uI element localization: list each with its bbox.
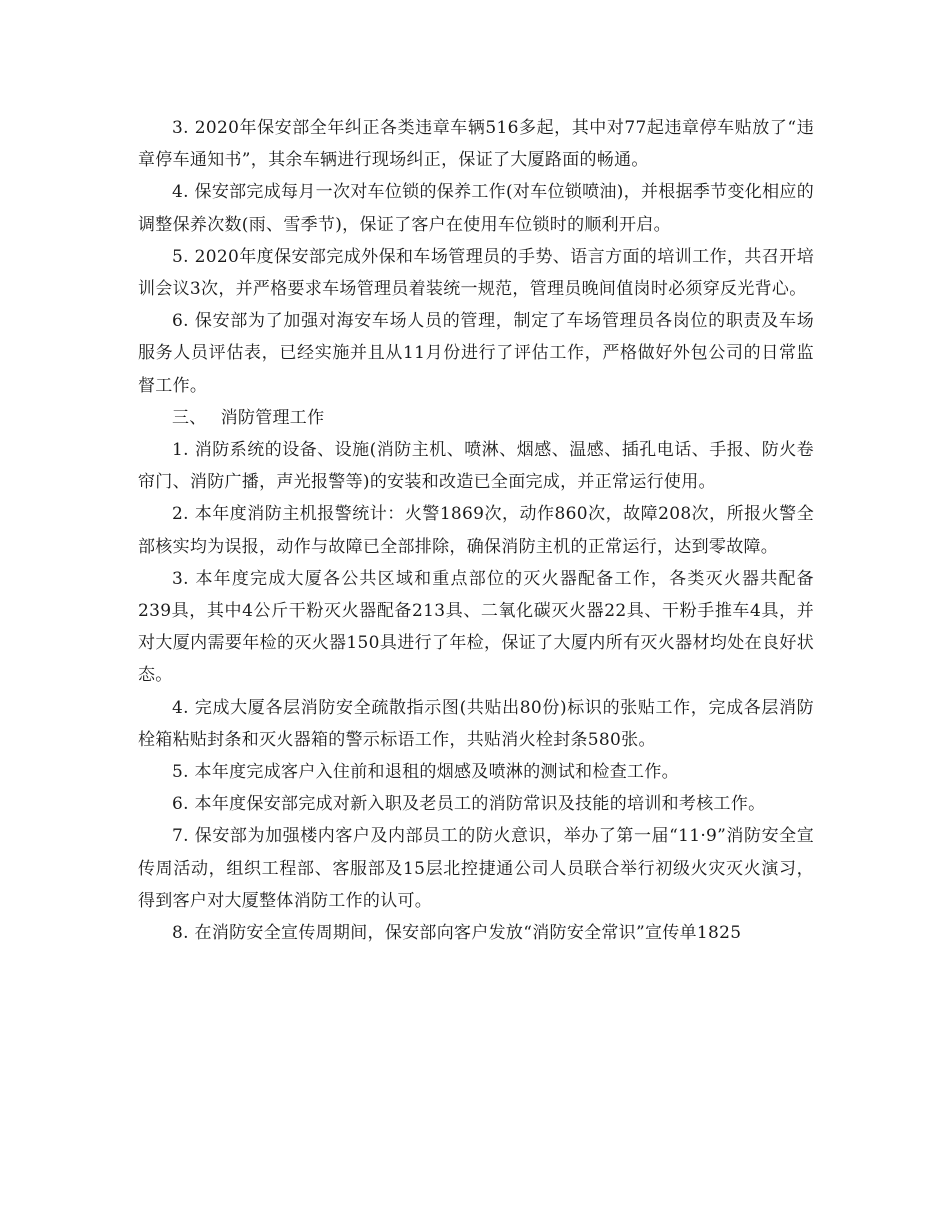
section-number: 三、 [172, 407, 207, 428]
paragraph-parking-management: 6. 保安部为了加强对海安车场人员的管理，制定了车场管理员各岗位的职责及车场服务人员评估表，已经实施并且从11月份进行了评估工作，严格做好外包公司的日常监督工作。 [138, 311, 814, 396]
paragraph-fire-safety-week: 7. 保安部为加强楼内客户及内部员工的防火意识，举办了第一届“11·9”消防安全宣传周活动，组织工程部、客服部及15层北控捷通公司人员联合举行初级火灾灭火演习，得到客户对大厦整体消防工作的认可。 [138, 826, 814, 911]
paragraph-staff-training: 5. 2020年度保安部完成外保和车场管理员的手势、语言方面的培训工作，共召开培训会议3次，并严格要求车场管理员着装统一规范，管理员晚间值岗时必须穿反光背心。 [138, 246, 814, 300]
paragraph-leaflets: 8. 在消防安全宣传周期间，保安部向客户发放“消防安全常识”宣传单1825 [172, 923, 742, 944]
paragraph-smoke-sprinkler-tests: 5. 本年度完成客户入住前和退租的烟感及喷淋的测试和检查工作。 [172, 762, 679, 783]
paragraph-evacuation-signs: 4. 完成大厦各层消防安全疏散指示图(共贴出80份)标识的张贴工作，完成各层消防栓箱粘贴封条和灭火器箱的警示标语工作，共贴消火栓封条580张。 [138, 697, 814, 750]
paragraph-extinguishers: 3. 本年度完成大厦各公共区域和重点部位的灭火器配备工作，各类灭火器共配备239具，其中4公斤干粉灭火器配备213具、二氧化碳灭火器22具、干粉手推车4具，并对大厦内需要年检的灭火器150具进行了年检，保证了大厦内所有灭火器材均处在良好状态。 [138, 568, 814, 686]
section-title: 消防管理工作 [220, 407, 325, 428]
paragraph-parking-lock-maintenance: 4. 保安部完成每月一次对车位锁的保养工作(对车位锁喷油)，并根据季节变化相应的调整保养次数(雨、雪季节)，保证了客户在使用车位锁时的顺利开启。 [138, 182, 814, 235]
paragraph-fire-system: 1. 消防系统的设备、设施(消防主机、喷淋、烟感、温感、插孔电话、手报、防火卷帘门、消防广播，声光报警等)的安装和改造已全面完成，并正常运行使用。 [138, 440, 814, 493]
paragraph-fire-training: 6. 本年度保安部完成对新入职及老员工的消防常识及技能的培训和考核工作。 [172, 794, 766, 815]
paragraph-violation-vehicles: 3. 2020年保安部全年纠正各类违章车辆516多起，其中对77起违章停车贴放了“违章停车通知书”，其余车辆进行现场纠正，保证了大厦路面的畅通。 [138, 118, 814, 171]
document-page [138, 112, 814, 949]
paragraph-alarm-statistics: 2. 本年度消防主机报警统计：火警1869次，动作860次，故障208次，所报火警全部核实均为误报，动作与故障已全部排除，确保消防主机的正常运行，达到零故障。 [138, 504, 814, 557]
section-heading [138, 402, 814, 434]
